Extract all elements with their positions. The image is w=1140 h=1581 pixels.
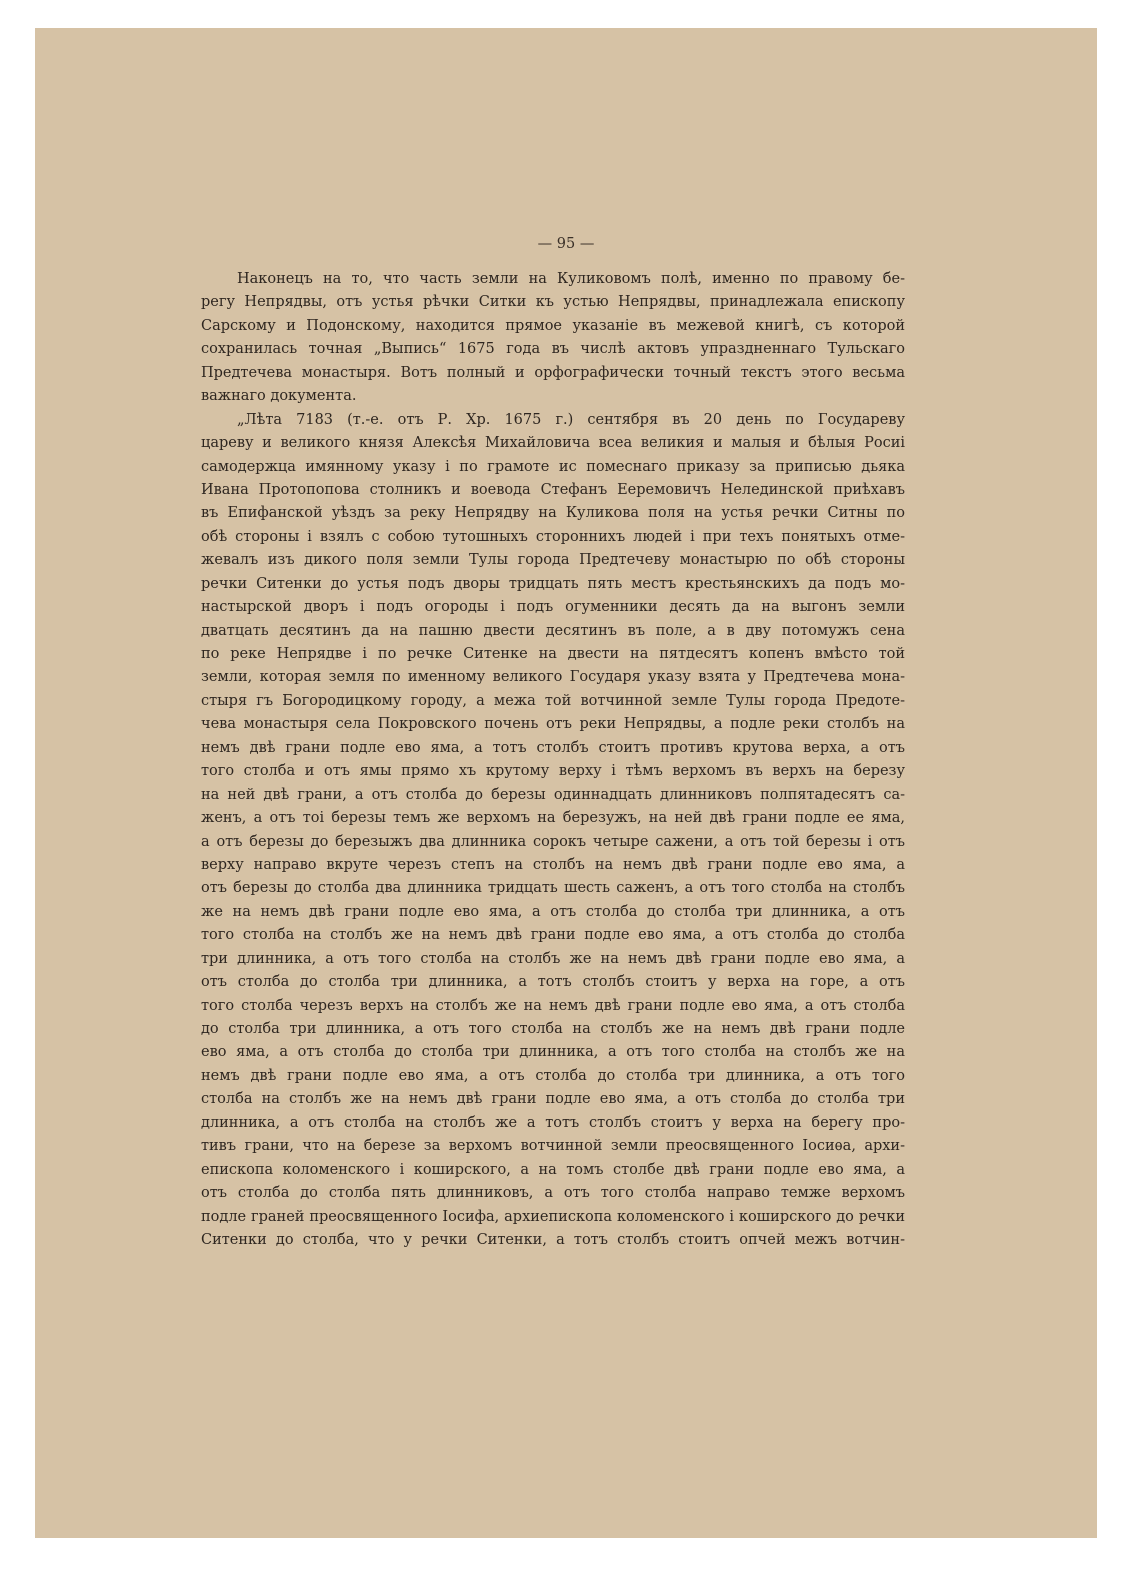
- text-line: же на немъ двѣ грани подле ево яма, а отъ столба до столба три длинника, а отъ: [201, 903, 905, 920]
- text-line: женъ, а отъ тоi березы темъ же верхомъ на березужъ, на ней двѣ грани подле ее яма,: [201, 810, 905, 827]
- text-line: сохранилась точная „Выпись“ 1675 года въ числѣ актовъ упраздненнаго Тульскаго: [201, 341, 905, 358]
- text-line: подле граней преосвященного Iосифа, архиепископа коломенского i коширского до речки: [201, 1208, 905, 1225]
- text-line: того столба и отъ ямы прямо хъ крутому верху i тѣмъ верхомъ въ верхъ на березу: [201, 763, 905, 780]
- text-line: цареву и великого князя Алексѣя Михайловича всеа великия и малыя и бѣлыя Росиi: [201, 435, 905, 452]
- text-line: того столба черезъ верхъ на столбъ же на немъ двѣ грани подле ево яма, а отъ столба: [201, 997, 905, 1014]
- text-line: земли, которая земля по именному великого Государя указу взята у Предтечева мона-: [201, 669, 905, 686]
- text-line: стыря гъ Богородицкому городу, а межа той вотчинной земле Тулы города Предоте-: [201, 692, 905, 709]
- body-text: [201, 268, 905, 1252]
- text-line: на ней двѣ грани, а отъ столба до березы одиннадцать длинниковъ полпятадесятъ са-: [201, 786, 905, 803]
- paragraph-1: [201, 268, 905, 409]
- text-line: отъ столба до столба пять длинниковъ, а отъ того столба направо темже верхомъ: [201, 1185, 905, 1202]
- text-line: настырской дворъ i подъ огороды i подъ огуменники десять да на выгонъ земли: [201, 599, 905, 616]
- text-line: отъ столба до столба три длинника, а тотъ столбъ стоитъ у верха на горе, а отъ: [201, 974, 905, 991]
- text-line: тивъ грани, что на березе за верхомъ вотчинной земли преосвященного Iосиѳа, архи-: [201, 1138, 905, 1155]
- text-line: важнаго документа.: [201, 388, 357, 405]
- text-line: жевалъ изъ дикого поля земли Тулы города Предтечеву монастырю по обѣ стороны: [201, 552, 905, 569]
- text-line: до столба три длинника, а отъ того столба на столбъ же на немъ двѣ грани подле: [201, 1021, 905, 1037]
- scanned-page: [35, 28, 1097, 1538]
- text-line: чева монастыря села Покровского почень отъ реки Непрядвы, а подле реки столбъ на: [201, 716, 905, 733]
- text-line: Предтечева монастыря. Вотъ полный и орфографически точный текстъ этого весьма: [201, 364, 905, 381]
- text-line: епископа коломенского i коширского, а на томъ столбе двѣ грани подле ево яма, а: [201, 1161, 905, 1178]
- text-line: „Лѣта 7183 (т.-е. отъ Р. Хр. 1675 г.) сентября въ 20 день по Государеву: [237, 411, 905, 428]
- text-line: по реке Непрядве i по речке Ситенке на двести на пятдесятъ копенъ вмѣсто той: [201, 646, 905, 662]
- text-line: въ Епифанской уѣздъ за реку Непрядву на Куликова поля на устья речки Ситны по: [201, 505, 905, 522]
- page-number: — 95 —: [537, 236, 595, 252]
- text-line: три длинника, а отъ того столба на столбъ же на немъ двѣ грани подле ево яма, а: [201, 950, 905, 967]
- text-line: регу Непрядвы, отъ устья рѣчки Ситки къ устью Непрядвы, принадлежала епископу: [201, 294, 905, 311]
- text-line: дватцать десятинъ да на пашню двести десятинъ въ поле, а в дву потомужъ сена: [201, 622, 905, 639]
- text-line: Ивана Протопопова столникъ и воевода Стефанъ Ееремовичъ Нелединской приѣхавъ: [201, 481, 905, 498]
- text-line: отъ березы до столба два длинника тридцать шесть саженъ, а отъ того столба на столбъ: [201, 880, 905, 897]
- text-line: а отъ березы до березыжъ два длинника сорокъ четыре сажени, а отъ той березы i отъ: [201, 833, 905, 850]
- text-line: обѣ стороны i взялъ с собою тутошныхъ стороннихъ людей i при техъ понятыхъ отме-: [201, 528, 905, 545]
- text-line: ево яма, а отъ столба до столба три длинника, а отъ того столба на столбъ же на: [201, 1044, 905, 1061]
- text-line: верху направо вкруте черезъ степъ на столбъ на немъ двѣ грани подле ево яма, а: [201, 856, 905, 873]
- text-line: того столба на столбъ же на немъ двѣ грани подле ево яма, а отъ столба до столба: [201, 927, 905, 944]
- text-line: самодержца имянному указу i по грамоте ис помеснаго приказу за приписью дьяка: [201, 458, 905, 475]
- text-line: столба на столбъ же на немъ двѣ грани подле ево яма, а отъ столба до столба три: [201, 1091, 905, 1108]
- text-line: Ситенки до столба, что у речки Ситенки, а тотъ столбъ стоитъ опчей межъ вотчин-: [201, 1231, 905, 1248]
- text-line: Наконецъ на то, что часть земли на Куликовомъ полѣ, именно по правому бе-: [237, 271, 905, 287]
- text-line: речки Ситенки до устья подъ дворы тридцать пять местъ крестьянскихъ да подъ мо-: [201, 575, 905, 592]
- text-line: Сарскому и Подонскому, находится прямое указанiе въ межевой книгѣ, съ которой: [201, 317, 905, 334]
- text-line: немъ двѣ грани подле ево яма, а тотъ столбъ стоитъ противъ крутова верха, а отъ: [201, 739, 905, 756]
- text-line: немъ двѣ грани подле ево яма, а отъ столба до столба три длинника, а отъ того: [201, 1067, 905, 1084]
- paragraph-2: [201, 409, 905, 1253]
- text-line: длинника, а отъ столба на столбъ же а тотъ столбъ стоитъ у верха на берегу про-: [201, 1114, 905, 1131]
